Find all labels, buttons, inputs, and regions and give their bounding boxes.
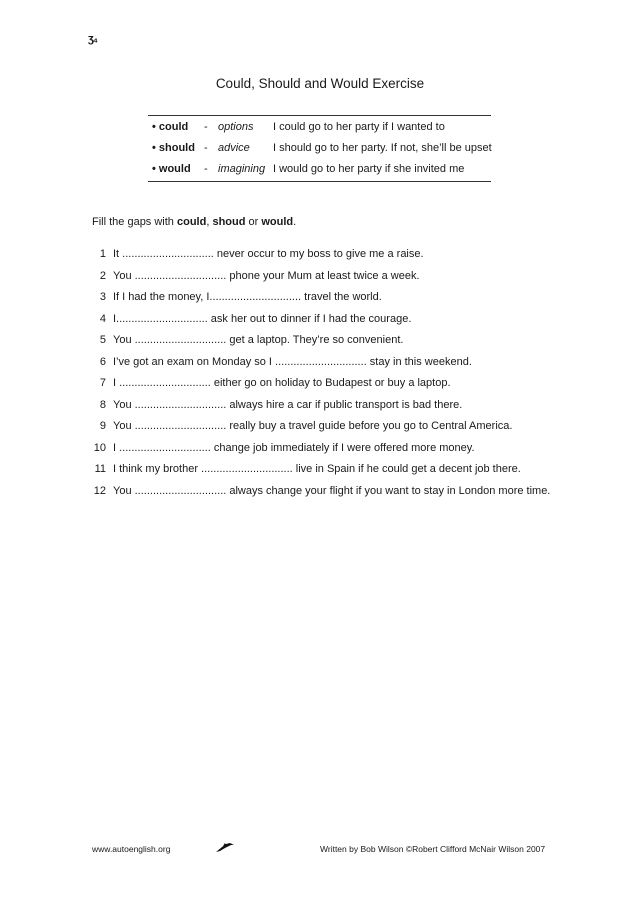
corner-mark: ʒ₄	[88, 33, 98, 45]
instructions-suffix: .	[293, 216, 297, 228]
footer-website: www.autoenglish.org	[92, 844, 171, 854]
table-bottom-rule	[148, 181, 491, 182]
item-text: It .............................. never occur to my boss to give me a raise.	[113, 248, 424, 260]
item-number: 7	[99, 377, 106, 389]
item-text: I .............................. either go on holiday to Budapest or buy a laptop.	[113, 377, 451, 389]
instructions-sep: or	[245, 216, 262, 228]
item-number: 11	[94, 463, 106, 475]
item-text: If I had the money, I.............................. travel the world.	[113, 291, 382, 303]
dolphin-logo-icon	[214, 840, 236, 859]
item-number: 5	[99, 334, 106, 346]
item-number: 3	[99, 291, 106, 303]
definition-word: • could	[152, 121, 189, 133]
instructions	[92, 216, 296, 228]
item-text: I’ve got an exam on Monday so I .............................. stay in this weekend.	[113, 356, 472, 368]
definition-word: • should	[152, 142, 195, 154]
definition-dash: -	[204, 121, 208, 133]
instructions-word-could: could	[176, 216, 207, 228]
footer-credit: Written by Bob Wilson ©Robert Clifford McNair Wilson 2007	[320, 844, 546, 854]
item-number: 2	[99, 270, 106, 282]
item-number: 9	[99, 420, 106, 432]
instructions-prefix: Fill the gaps with	[92, 216, 177, 228]
item-text: You .............................. always change your flight if you want to stay in London more time.	[113, 485, 551, 497]
definition-meaning: imagining	[218, 163, 266, 175]
item-number: 12	[93, 485, 106, 497]
instructions-word-should: shoud	[212, 216, 246, 228]
definition-example: I would go to her party if she invited me	[273, 163, 465, 175]
item-text: You .............................. really buy a travel guide before you go to Central America.	[113, 420, 513, 432]
item-text: You .............................. always hire a car if public transport is bad there.	[113, 399, 463, 411]
item-number: 10	[93, 442, 106, 454]
definition-example: I could go to her party if I wanted to	[273, 121, 445, 133]
definition-dash: -	[204, 163, 208, 175]
definition-dash: -	[204, 142, 208, 154]
table-top-rule	[148, 115, 491, 116]
definition-meaning: options	[218, 121, 254, 133]
instructions-word-would: would	[261, 216, 294, 228]
item-number: 6	[99, 356, 106, 368]
item-text: You .............................. phone your Mum at least twice a week.	[113, 270, 420, 282]
page-title: Could, Should and Would Exercise	[215, 76, 425, 91]
item-number: 8	[99, 399, 106, 411]
item-text: I.............................. ask her out to dinner if I had the courage.	[113, 313, 412, 325]
item-text: I .............................. change job immediately if I were offered more money.	[113, 442, 475, 454]
definition-word: • would	[152, 163, 191, 175]
definition-meaning: advice	[218, 142, 250, 154]
item-number: 4	[99, 313, 106, 325]
instructions-sep: ,	[206, 216, 213, 228]
item-number: 1	[99, 248, 106, 260]
definition-example: I should go to her party. If not, she’ll be upset	[273, 142, 492, 154]
item-text: You .............................. get a laptop. They’re so convenient.	[113, 334, 404, 346]
item-text: I think my brother .............................. live in Spain if he could get a decent job there.	[113, 463, 521, 475]
